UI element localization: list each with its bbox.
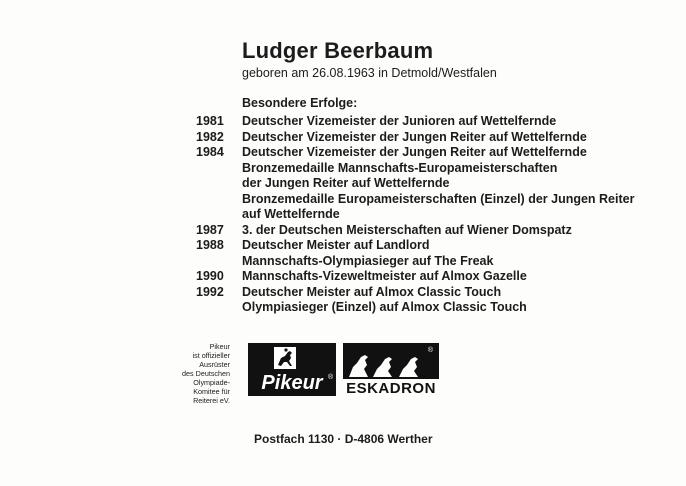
entry-year	[196, 176, 242, 192]
list-item	[196, 176, 656, 192]
sponsor-note-line: ist offizieller	[192, 351, 230, 360]
list-item	[196, 130, 656, 146]
list-item	[196, 114, 656, 130]
entry-text: Deutscher Meister auf Landlord	[242, 238, 430, 252]
successes-list	[196, 114, 656, 316]
list-item	[196, 145, 656, 161]
sponsor-note-line: Reiterei eV.	[193, 396, 230, 405]
entry-text: 3. der Deutschen Meisterschaften auf Wiener Domspatz	[242, 222, 572, 237]
entry-text: Mannschafts-Vizeweltmeister auf Almox Gazelle	[242, 269, 527, 283]
entry-year	[196, 192, 242, 208]
sponsor-note-line: Pikeur	[209, 342, 230, 351]
list-item	[196, 161, 656, 177]
list-item	[196, 223, 656, 239]
entry-year	[196, 254, 242, 270]
sponsor-note	[160, 342, 230, 405]
registered-mark: ®	[328, 374, 334, 381]
list-item	[196, 269, 656, 285]
birth-info: geboren am 26.08.1963 in Detmold/Westfalen	[242, 66, 497, 80]
entry-text: Bronzemedaille Europameisterschaften (Einzel) der Jungen Reiter	[242, 191, 635, 206]
registered-mark: ®	[427, 347, 433, 354]
person-name: Ludger Beerbaum	[242, 38, 434, 63]
entry-text: Deutscher Vizemeister der Junioren auf Wettelfernde	[242, 114, 557, 128]
entry-year: 1988	[196, 238, 224, 252]
eskadron-logo	[343, 343, 439, 396]
entry-text: auf Wettelfernde	[242, 207, 340, 221]
entry-text: Olympiasieger (Einzel) auf Almox Classic Touch	[242, 300, 527, 314]
list-item	[196, 285, 656, 301]
entry-text: Deutscher Vizemeister der Jungen Reiter auf Wettelfernde	[242, 145, 587, 159]
eskadron-logo-text: ESKADRON	[346, 380, 436, 396]
entry-text: Bronzemedaille Mannschafts-Europameisterschaften	[242, 160, 558, 175]
entry-text: Mannschafts-Olympiasieger auf The Freak	[242, 253, 494, 268]
pikeur-logo-text: Pikeur	[261, 372, 323, 394]
list-item	[196, 238, 656, 254]
successes-heading: Besondere Erfolge:	[242, 96, 358, 110]
entry-year: 1981	[196, 114, 224, 128]
entry-year: 1992	[196, 284, 224, 299]
pikeur-logo	[248, 343, 336, 396]
entry-text: der Jungen Reiter auf Wettelfernde	[242, 176, 450, 190]
list-item	[196, 254, 656, 270]
entry-year: 1984	[196, 145, 224, 159]
entry-text: Deutscher Vizemeister der Jungen Reiter auf Wettelfernde	[242, 129, 587, 144]
entry-year: 1987	[196, 222, 224, 237]
entry-year	[196, 161, 242, 177]
entry-text: Deutscher Meister auf Almox Classic Touch	[242, 284, 502, 299]
sponsor-note-line: Ausrüster	[199, 360, 230, 369]
entry-year	[196, 300, 242, 316]
entry-year: 1990	[196, 269, 224, 283]
postal-address: Postfach 1130 · D-4806 Werther	[254, 432, 433, 446]
sponsor-note-line: Komitee für	[193, 387, 230, 396]
list-item	[196, 300, 656, 316]
sponsor-note-line: Olympiade-	[193, 378, 230, 387]
list-item	[196, 192, 656, 208]
entry-year	[196, 207, 242, 223]
sponsor-note-line: des Deutschen	[182, 369, 230, 378]
list-item	[196, 207, 656, 223]
entry-year: 1982	[196, 129, 224, 144]
